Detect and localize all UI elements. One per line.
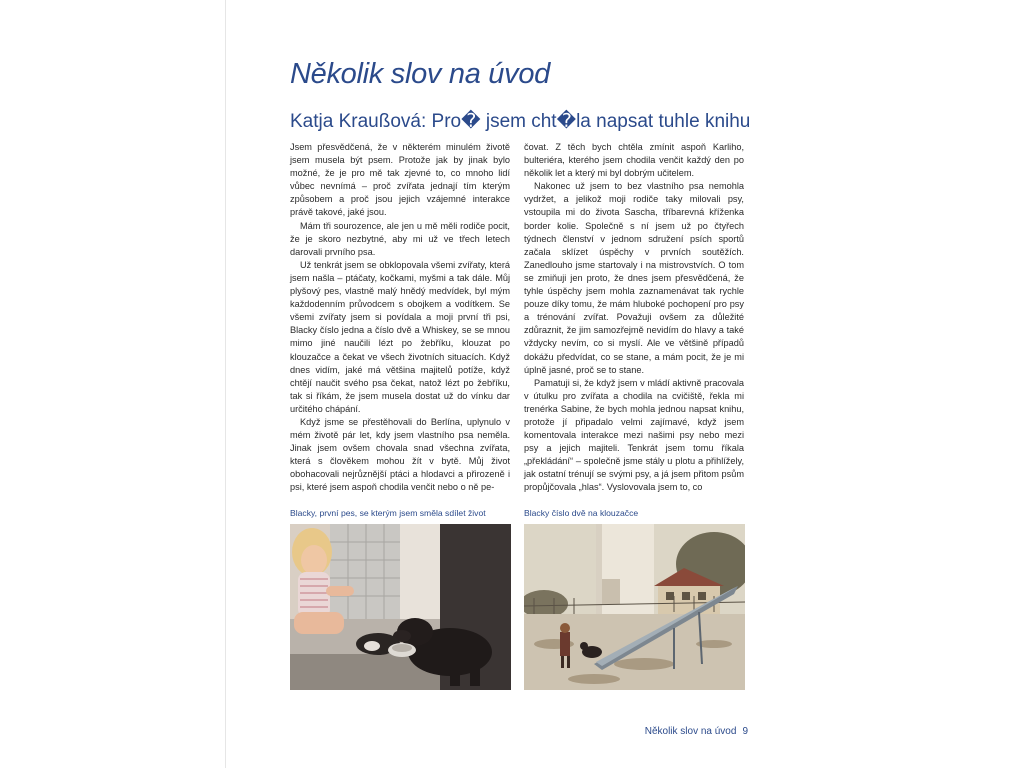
text-column-right: [524, 141, 744, 495]
paragraph: Jsem přesvědčená, že v některém minulém životě jsem musela být psem. Protože jak by jinak bylo možné, že je pro mě tak zjevné to, co mnoho lidí vůbec nevnímá – proč zvířata jednají tím kterým způsobem a proč jsou jejich vzájemné interakce právě takové, jaké jsou.: [290, 142, 510, 218]
paragraph: Už tenkrát jsem se obklopovala všemi zvířaty, která jsem našla – ptáčaty, kočkami, myšmi a tak dále. Můj plyšový pes, vlastně malý hnědý medvídek, byl mým každodenním průvodcem s obojkem a vodítkem. Se všemi zvířaty jsem si povídala a moji první tři psi, Blacky číslo jedna a číslo dvě a Whiskey, se se mnou mimo jiné naučili lézt po žebříku, klouzat po klouzačce a čekat ve všech životních situacích. Když dnes vidím, jaké má většina majitelů potíže, když chtějí naučit svého psa čekat, natož lézt po žebříku, tak si říkám, že jsem musela dostat už do vínku dar určitého chápání.: [290, 259, 510, 414]
photo-caption-left: Blacky, první pes, se kterým jsem směla sdílet život: [290, 508, 486, 518]
page-title: Několik slov na úvod: [290, 58, 550, 90]
page-subtitle: Katja Kraußová: Pro� jsem cht�la napsat tuhle knihu: [290, 111, 751, 132]
page-gutter-line: [225, 0, 226, 768]
photo-dog-on-slide: [524, 524, 745, 690]
paragraph: Nakonec už jsem to bez vlastního psa nemohla vydržet, a jelikož moji rodiče taky milovali psy, vstoupila mi do života Sascha, tříbarevná kříženka border kolie. Společně s ní jsem už po čtyřech týdnech členství v jednom sdružení psích sportů začala sklízet úspěchy v prvních soutěžích. Zanedlouho jsme startovaly i na mistrovstvích. O tom se zmiňuji jen proto, že dnes jsem přesvědčená, že tyhle úspěchy jsem mohla zaznamenávat tak rychle pouze díky tomu, že mám hluboké pochopení pro psy a trénování zvířat. Považuji ovšem za důležité zdůraznit, že jim samozřejmě nevidím do hlavy a také vždycky nevím, co si myslí. Ale ve většině případů dokážu předvídat, co se stane, a mám pocit, že je mi úplně jasné, proč se to stane.: [524, 181, 744, 375]
footer-running-title: Několik slov na úvod: [644, 726, 737, 737]
paragraph: čovat. Z těch bych chtěla zmínit aspoň Karliho, bulteriéra, kterého jsem chodila venčit každý den po několik let a který mi byl dobrým učitelem.: [524, 142, 744, 179]
text-column-left: [290, 141, 510, 495]
photo-girl-with-dogs: [290, 524, 511, 690]
photo-girl-with-dogs-image: [290, 524, 511, 690]
photo-caption-right: Blacky číslo dvě na klouzačce: [524, 508, 639, 518]
paragraph: Mám tři sourozence, ale jen u mě měli rodiče pocit, že je skoro nezbytné, aby mi už ve třech letech darovali prvního psa.: [290, 220, 510, 257]
page-number: 9: [742, 726, 748, 737]
paragraph: Když jsme se přestěhovali do Berlína, uplynulo v mém životě pár let, kdy jsem vlastního psa neměla. Jinak jsem ovšem chovala snad všechna zvířata, která s člověkem mohou žít v bytě. Můj život obohacovali nejrůznější ptáci a hlodavci a přirozeně i psi, které jsem aspoň chodila venčit nebo o ně pe-: [290, 416, 510, 493]
running-footer: [645, 726, 748, 737]
paragraph: Pamatuji si, že když jsem v mládí aktivně pracovala v útulku pro zvířata a chodila na cvičiště, řekla mi trenérka Sabine, že bych mohla jednou napsat knihu, protože jí připadalo velmi zajímavé, když jsem komentovala interakce mezi našimi psy nebo mezi psy a jejich majiteli. Tenkrát jsem tomu říkala „překládání“ – společně jsme stály u plotu a přihlížely, jak ostatní trénují se svými psy, a já jsem přitom psům propůjčovala „hlas“. Vyslovovala jsem to, co: [524, 377, 744, 493]
photo-dog-on-slide-image: [524, 524, 745, 690]
